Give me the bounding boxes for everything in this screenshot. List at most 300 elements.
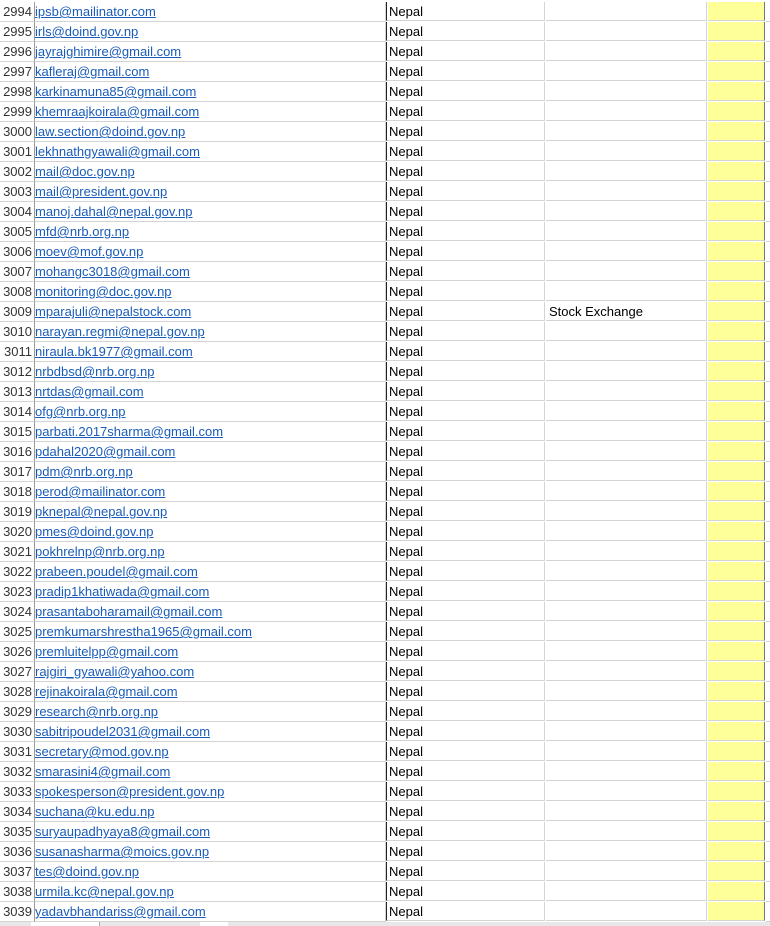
email-link-cell[interactable]: smarasini4@gmail.com: [35, 762, 386, 782]
note-cell[interactable]: [546, 662, 707, 681]
table-row: [0, 742, 770, 762]
note-cell[interactable]: [546, 102, 707, 121]
highlighted-cell[interactable]: [708, 362, 765, 381]
table-row: [0, 2, 770, 22]
table-row: [0, 662, 770, 682]
highlighted-cell[interactable]: [708, 542, 765, 561]
row-header[interactable]: 3025: [0, 622, 35, 642]
email-link-cell[interactable]: kafleraj@gmail.com: [35, 62, 386, 82]
next-column-cell[interactable]: [766, 582, 770, 602]
next-column-cell[interactable]: [766, 102, 770, 122]
next-column-cell[interactable]: [766, 742, 770, 762]
email-link-cell[interactable]: jayrajghimire@gmail.com: [35, 42, 386, 62]
next-column-cell[interactable]: [766, 722, 770, 742]
row-header[interactable]: 3008: [0, 282, 35, 302]
next-column-cell[interactable]: [766, 602, 770, 622]
row-header[interactable]: 3010: [0, 322, 35, 342]
highlighted-cell[interactable]: [708, 2, 765, 21]
note-cell[interactable]: [546, 682, 707, 701]
email-link-cell[interactable]: karkinamuna85@gmail.com: [35, 82, 386, 102]
row-header[interactable]: 3000: [0, 122, 35, 142]
next-column-cell[interactable]: [766, 62, 770, 82]
next-column-cell[interactable]: [766, 802, 770, 822]
country-cell[interactable]: Nepal: [386, 142, 545, 161]
highlighted-cell[interactable]: [708, 462, 765, 481]
email-link-cell[interactable]: research@nrb.org.np: [35, 702, 386, 722]
next-column-cell[interactable]: [766, 402, 770, 422]
row-header[interactable]: 3027: [0, 662, 35, 682]
highlighted-cell[interactable]: [708, 222, 765, 241]
highlighted-cell[interactable]: [708, 762, 765, 781]
email-link-cell[interactable]: pknepal@nepal.gov.np: [35, 502, 386, 522]
row-header[interactable]: 3016: [0, 442, 35, 462]
note-cell[interactable]: [546, 62, 707, 81]
row-header[interactable]: 3004: [0, 202, 35, 222]
country-cell[interactable]: Nepal: [386, 662, 545, 681]
highlighted-cell[interactable]: [708, 402, 765, 421]
table-row: [0, 142, 770, 162]
email-link-cell[interactable]: pdahal2020@gmail.com: [35, 442, 386, 462]
country-cell[interactable]: Nepal: [386, 762, 545, 781]
note-cell[interactable]: [546, 882, 707, 901]
highlighted-cell[interactable]: [708, 582, 765, 601]
email-link-cell[interactable]: pdm@nrb.org.np: [35, 462, 386, 482]
next-column-cell[interactable]: [766, 302, 770, 322]
email-link-cell[interactable]: spokesperson@president.gov.np: [35, 782, 386, 802]
note-cell[interactable]: Stock Exchange: [546, 302, 707, 321]
row-header[interactable]: 3015: [0, 422, 35, 442]
row-header[interactable]: 3019: [0, 502, 35, 522]
highlighted-cell[interactable]: [708, 562, 765, 581]
email-link-cell[interactable]: rajgiri_gyawali@yahoo.com: [35, 662, 386, 682]
highlighted-cell[interactable]: [708, 202, 765, 221]
table-row: [0, 382, 770, 402]
table-row: [0, 642, 770, 662]
row-header[interactable]: 2997: [0, 62, 35, 82]
country-cell[interactable]: Nepal: [386, 862, 545, 881]
row-header[interactable]: 3021: [0, 542, 35, 562]
email-link-cell[interactable]: urmila.kc@nepal.gov.np: [35, 882, 386, 902]
row-header[interactable]: 2994: [0, 2, 35, 22]
email-link-cell[interactable]: tes@doind.gov.np: [35, 862, 386, 882]
country-cell[interactable]: Nepal: [386, 902, 545, 921]
highlighted-cell[interactable]: [708, 82, 765, 101]
table-row: [0, 22, 770, 42]
highlighted-cell[interactable]: [708, 662, 765, 681]
row-header[interactable]: 3003: [0, 182, 35, 202]
highlighted-cell[interactable]: [708, 682, 765, 701]
email-link-cell[interactable]: manoj.dahal@nepal.gov.np: [35, 202, 386, 222]
email-link-cell[interactable]: pokhrelnp@nrb.org.np: [35, 542, 386, 562]
next-column-cell[interactable]: [766, 22, 770, 42]
highlighted-cell[interactable]: [708, 842, 765, 861]
note-cell[interactable]: [546, 162, 707, 181]
country-cell[interactable]: Nepal: [386, 382, 545, 401]
highlighted-cell[interactable]: [708, 102, 765, 121]
email-link-cell[interactable]: nrtdas@gmail.com: [35, 382, 386, 402]
email-link-cell[interactable]: sabitripoudel2031@gmail.com: [35, 722, 386, 742]
country-cell[interactable]: Nepal: [386, 882, 545, 901]
sheet-tab-scroll[interactable]: [200, 922, 228, 926]
row-header[interactable]: 3038: [0, 882, 35, 902]
row-header[interactable]: 2999: [0, 102, 35, 122]
note-cell[interactable]: [546, 782, 707, 801]
highlighted-cell[interactable]: [708, 162, 765, 181]
row-header[interactable]: 3033: [0, 782, 35, 802]
note-cell[interactable]: [546, 642, 707, 661]
next-column-cell[interactable]: [766, 882, 770, 902]
note-cell[interactable]: [546, 342, 707, 361]
next-column-cell[interactable]: [766, 342, 770, 362]
country-cell[interactable]: Nepal: [386, 482, 545, 501]
next-column-cell[interactable]: [766, 162, 770, 182]
note-cell[interactable]: [546, 42, 707, 61]
table-row: [0, 562, 770, 582]
highlighted-cell[interactable]: [708, 642, 765, 661]
spreadsheet-grid: [0, 2, 770, 922]
country-cell[interactable]: Nepal: [386, 262, 545, 281]
country-cell[interactable]: Nepal: [386, 802, 545, 821]
country-cell[interactable]: Nepal: [386, 162, 545, 181]
note-cell[interactable]: [546, 182, 707, 201]
note-cell[interactable]: [546, 802, 707, 821]
highlighted-cell[interactable]: [708, 742, 765, 761]
note-cell[interactable]: [546, 702, 707, 721]
highlighted-cell[interactable]: [708, 622, 765, 641]
country-cell[interactable]: Nepal: [386, 242, 545, 261]
highlighted-cell[interactable]: [708, 522, 765, 541]
next-column-cell[interactable]: [766, 422, 770, 442]
next-column-cell[interactable]: [766, 662, 770, 682]
highlighted-cell[interactable]: [708, 242, 765, 261]
table-row: [0, 322, 770, 342]
country-cell[interactable]: Nepal: [386, 782, 545, 801]
country-cell[interactable]: Nepal: [386, 582, 545, 601]
next-column-cell[interactable]: [766, 202, 770, 222]
country-cell[interactable]: Nepal: [386, 122, 545, 141]
country-cell[interactable]: Nepal: [386, 62, 545, 81]
row-header[interactable]: 3024: [0, 602, 35, 622]
email-link-cell[interactable]: prabeen.poudel@gmail.com: [35, 562, 386, 582]
next-column-cell[interactable]: [766, 842, 770, 862]
row-header[interactable]: 2995: [0, 22, 35, 42]
next-column-cell[interactable]: [766, 362, 770, 382]
note-cell[interactable]: [546, 362, 707, 381]
sheet-tab-bar: [0, 922, 770, 926]
country-cell[interactable]: Nepal: [386, 682, 545, 701]
country-cell[interactable]: Nepal: [386, 642, 545, 661]
country-cell[interactable]: Nepal: [386, 202, 545, 221]
row-header[interactable]: 3026: [0, 642, 35, 662]
row-header[interactable]: 3009: [0, 302, 35, 322]
country-cell[interactable]: Nepal: [386, 722, 545, 741]
row-header[interactable]: 3014: [0, 402, 35, 422]
next-column-cell[interactable]: [766, 522, 770, 542]
email-link-cell[interactable]: pmes@doind.gov.np: [35, 522, 386, 542]
next-column-cell[interactable]: [766, 82, 770, 102]
row-header[interactable]: 3012: [0, 362, 35, 382]
next-column-cell[interactable]: [766, 562, 770, 582]
note-cell[interactable]: [546, 202, 707, 221]
next-column-cell[interactable]: [766, 762, 770, 782]
row-header[interactable]: 3037: [0, 862, 35, 882]
email-link-cell[interactable]: mparajuli@nepalstock.com: [35, 302, 386, 322]
next-column-cell[interactable]: [766, 622, 770, 642]
row-header[interactable]: 3013: [0, 382, 35, 402]
next-column-cell[interactable]: [766, 42, 770, 62]
note-cell[interactable]: [546, 902, 707, 921]
highlighted-cell[interactable]: [708, 422, 765, 441]
note-cell[interactable]: [546, 462, 707, 481]
row-header[interactable]: 3006: [0, 242, 35, 262]
next-column-cell[interactable]: [766, 222, 770, 242]
country-cell[interactable]: Nepal: [386, 542, 545, 561]
row-header[interactable]: 3002: [0, 162, 35, 182]
country-cell[interactable]: Nepal: [386, 402, 545, 421]
table-row: [0, 42, 770, 62]
highlighted-cell[interactable]: [708, 862, 765, 881]
highlighted-cell[interactable]: [708, 262, 765, 281]
email-link-cell[interactable]: parbati.2017sharma@gmail.com: [35, 422, 386, 442]
country-cell[interactable]: Nepal: [386, 342, 545, 361]
country-cell[interactable]: Nepal: [386, 462, 545, 481]
note-cell[interactable]: [546, 442, 707, 461]
highlighted-cell[interactable]: [708, 602, 765, 621]
row-header[interactable]: 3011: [0, 342, 35, 362]
row-header[interactable]: 3018: [0, 482, 35, 502]
table-row: [0, 82, 770, 102]
country-cell[interactable]: Nepal: [386, 22, 545, 41]
highlighted-cell[interactable]: [708, 282, 765, 301]
country-cell[interactable]: Nepal: [386, 322, 545, 341]
email-link-cell[interactable]: mohangc3018@gmail.com: [35, 262, 386, 282]
highlighted-cell[interactable]: [708, 702, 765, 721]
next-column-cell[interactable]: [766, 682, 770, 702]
row-header[interactable]: 3020: [0, 522, 35, 542]
next-column-cell[interactable]: [766, 242, 770, 262]
highlighted-cell[interactable]: [708, 142, 765, 161]
note-cell[interactable]: [546, 2, 707, 21]
note-cell[interactable]: [546, 862, 707, 881]
table-row: [0, 62, 770, 82]
country-cell[interactable]: Nepal: [386, 302, 545, 321]
country-cell[interactable]: Nepal: [386, 562, 545, 581]
email-link-cell[interactable]: perod@mailinator.com: [35, 482, 386, 502]
country-cell[interactable]: Nepal: [386, 442, 545, 461]
row-header[interactable]: 3022: [0, 562, 35, 582]
email-link-cell[interactable]: susanasharma@moics.gov.np: [35, 842, 386, 862]
highlighted-cell[interactable]: [708, 182, 765, 201]
highlighted-cell[interactable]: [708, 42, 765, 61]
email-link-cell[interactable]: yadavbhandariss@gmail.com: [35, 902, 386, 922]
highlighted-cell[interactable]: [708, 902, 765, 921]
next-column-cell[interactable]: [766, 862, 770, 882]
row-header[interactable]: 3029: [0, 702, 35, 722]
note-cell[interactable]: [546, 742, 707, 761]
highlighted-cell[interactable]: [708, 382, 765, 401]
highlighted-cell[interactable]: [708, 882, 765, 901]
email-link-cell[interactable]: prasantaboharamail@gmail.com: [35, 602, 386, 622]
next-column-cell[interactable]: [766, 442, 770, 462]
country-cell[interactable]: Nepal: [386, 102, 545, 121]
note-cell[interactable]: [546, 582, 707, 601]
highlighted-cell[interactable]: [708, 22, 765, 41]
country-cell[interactable]: Nepal: [386, 702, 545, 721]
note-cell[interactable]: [546, 522, 707, 541]
email-link-cell[interactable]: suchana@ku.edu.np: [35, 802, 386, 822]
email-link-cell[interactable]: rejinakoirala@gmail.com: [35, 682, 386, 702]
row-header[interactable]: 3030: [0, 722, 35, 742]
row-header[interactable]: 3028: [0, 682, 35, 702]
row-header[interactable]: 3017: [0, 462, 35, 482]
table-row: [0, 422, 770, 442]
email-link-cell[interactable]: pradip1khatiwada@gmail.com: [35, 582, 386, 602]
email-link-cell[interactable]: premkumarshrestha1965@gmail.com: [35, 622, 386, 642]
sheet-tab[interactable]: [31, 922, 100, 926]
email-link-cell[interactable]: ipsb@mailinator.com: [35, 2, 386, 22]
next-column-cell[interactable]: [766, 322, 770, 342]
email-link-cell[interactable]: nrbdbsd@nrb.org.np: [35, 362, 386, 382]
country-cell[interactable]: Nepal: [386, 2, 545, 21]
row-header[interactable]: 3031: [0, 742, 35, 762]
note-cell[interactable]: [546, 622, 707, 641]
note-cell[interactable]: [546, 282, 707, 301]
table-row: [0, 162, 770, 182]
email-link-cell[interactable]: narayan.regmi@nepal.gov.np: [35, 322, 386, 342]
table-row: [0, 682, 770, 702]
note-cell[interactable]: [546, 122, 707, 141]
highlighted-cell[interactable]: [708, 482, 765, 501]
email-link-cell[interactable]: niraula.bk1977@gmail.com: [35, 342, 386, 362]
email-link-cell[interactable]: ofg@nrb.org.np: [35, 402, 386, 422]
email-link-cell[interactable]: mail@president.gov.np: [35, 182, 386, 202]
row-header[interactable]: 3007: [0, 262, 35, 282]
country-cell[interactable]: Nepal: [386, 422, 545, 441]
note-cell[interactable]: [546, 422, 707, 441]
country-cell[interactable]: Nepal: [386, 282, 545, 301]
highlighted-cell[interactable]: [708, 782, 765, 801]
note-cell[interactable]: [546, 842, 707, 861]
note-cell[interactable]: [546, 822, 707, 841]
email-link-cell[interactable]: monitoring@doc.gov.np: [35, 282, 386, 302]
table-row: [0, 762, 770, 782]
next-column-cell[interactable]: [766, 262, 770, 282]
next-column-cell[interactable]: [766, 182, 770, 202]
highlighted-cell[interactable]: [708, 502, 765, 521]
email-link-cell[interactable]: moev@mof.gov.np: [35, 242, 386, 262]
note-cell[interactable]: [546, 482, 707, 501]
note-cell[interactable]: [546, 602, 707, 621]
next-column-cell[interactable]: [766, 782, 770, 802]
highlighted-cell[interactable]: [708, 342, 765, 361]
next-column-cell[interactable]: [766, 822, 770, 842]
row-header[interactable]: 3039: [0, 902, 35, 922]
highlighted-cell[interactable]: [708, 802, 765, 821]
note-cell[interactable]: [546, 242, 707, 261]
row-header[interactable]: 3034: [0, 802, 35, 822]
country-cell[interactable]: Nepal: [386, 522, 545, 541]
country-cell[interactable]: Nepal: [386, 622, 545, 641]
country-cell[interactable]: Nepal: [386, 502, 545, 521]
email-link-cell[interactable]: mail@doc.gov.np: [35, 162, 386, 182]
email-link-cell[interactable]: mfd@nrb.org.np: [35, 222, 386, 242]
row-header[interactable]: 3023: [0, 582, 35, 602]
highlighted-cell[interactable]: [708, 322, 765, 341]
note-cell[interactable]: [546, 762, 707, 781]
next-column-cell[interactable]: [766, 702, 770, 722]
table-row: [0, 342, 770, 362]
highlighted-cell[interactable]: [708, 442, 765, 461]
country-cell[interactable]: Nepal: [386, 602, 545, 621]
note-cell[interactable]: [546, 402, 707, 421]
next-column-cell[interactable]: [766, 382, 770, 402]
country-cell[interactable]: Nepal: [386, 42, 545, 61]
highlighted-cell[interactable]: [708, 822, 765, 841]
note-cell[interactable]: [546, 142, 707, 161]
email-link-cell[interactable]: premluitelpp@gmail.com: [35, 642, 386, 662]
row-header[interactable]: 3032: [0, 762, 35, 782]
country-cell[interactable]: Nepal: [386, 742, 545, 761]
next-column-cell[interactable]: [766, 282, 770, 302]
note-cell[interactable]: [546, 542, 707, 561]
next-column-cell[interactable]: [766, 142, 770, 162]
next-column-cell[interactable]: [766, 482, 770, 502]
row-header[interactable]: 2996: [0, 42, 35, 62]
note-cell[interactable]: [546, 722, 707, 741]
note-cell[interactable]: [546, 22, 707, 41]
highlighted-cell[interactable]: [708, 122, 765, 141]
next-column-cell[interactable]: [766, 902, 770, 922]
note-cell[interactable]: [546, 562, 707, 581]
row-header[interactable]: 3035: [0, 822, 35, 842]
email-link-cell[interactable]: law.section@doind.gov.np: [35, 122, 386, 142]
email-link-cell[interactable]: irls@doind.gov.np: [35, 22, 386, 42]
next-column-cell[interactable]: [766, 642, 770, 662]
highlighted-cell[interactable]: [708, 62, 765, 81]
note-cell[interactable]: [546, 502, 707, 521]
highlighted-cell[interactable]: [708, 722, 765, 741]
country-cell[interactable]: Nepal: [386, 842, 545, 861]
country-cell[interactable]: Nepal: [386, 182, 545, 201]
note-cell[interactable]: [546, 82, 707, 101]
next-column-cell[interactable]: [766, 122, 770, 142]
email-link-cell[interactable]: suryaupadhyaya8@gmail.com: [35, 822, 386, 842]
note-cell[interactable]: [546, 262, 707, 281]
country-cell[interactable]: Nepal: [386, 362, 545, 381]
note-cell[interactable]: [546, 322, 707, 341]
row-header[interactable]: 2998: [0, 82, 35, 102]
next-column-cell[interactable]: [766, 502, 770, 522]
next-column-cell[interactable]: [766, 2, 770, 22]
email-link-cell[interactable]: khemraajkoirala@gmail.com: [35, 102, 386, 122]
table-row: [0, 442, 770, 462]
email-link-cell[interactable]: lekhnathgyawali@gmail.com: [35, 142, 386, 162]
country-cell[interactable]: Nepal: [386, 222, 545, 241]
table-row: [0, 222, 770, 242]
row-header[interactable]: 3036: [0, 842, 35, 862]
email-link-cell[interactable]: secretary@mod.gov.np: [35, 742, 386, 762]
note-cell[interactable]: [546, 382, 707, 401]
table-row: [0, 462, 770, 482]
next-column-cell[interactable]: [766, 462, 770, 482]
next-column-cell[interactable]: [766, 542, 770, 562]
note-cell[interactable]: [546, 222, 707, 241]
highlighted-cell[interactable]: [708, 302, 765, 321]
country-cell[interactable]: Nepal: [386, 822, 545, 841]
country-cell[interactable]: Nepal: [386, 82, 545, 101]
row-header[interactable]: 3001: [0, 142, 35, 162]
row-header[interactable]: 3005: [0, 222, 35, 242]
